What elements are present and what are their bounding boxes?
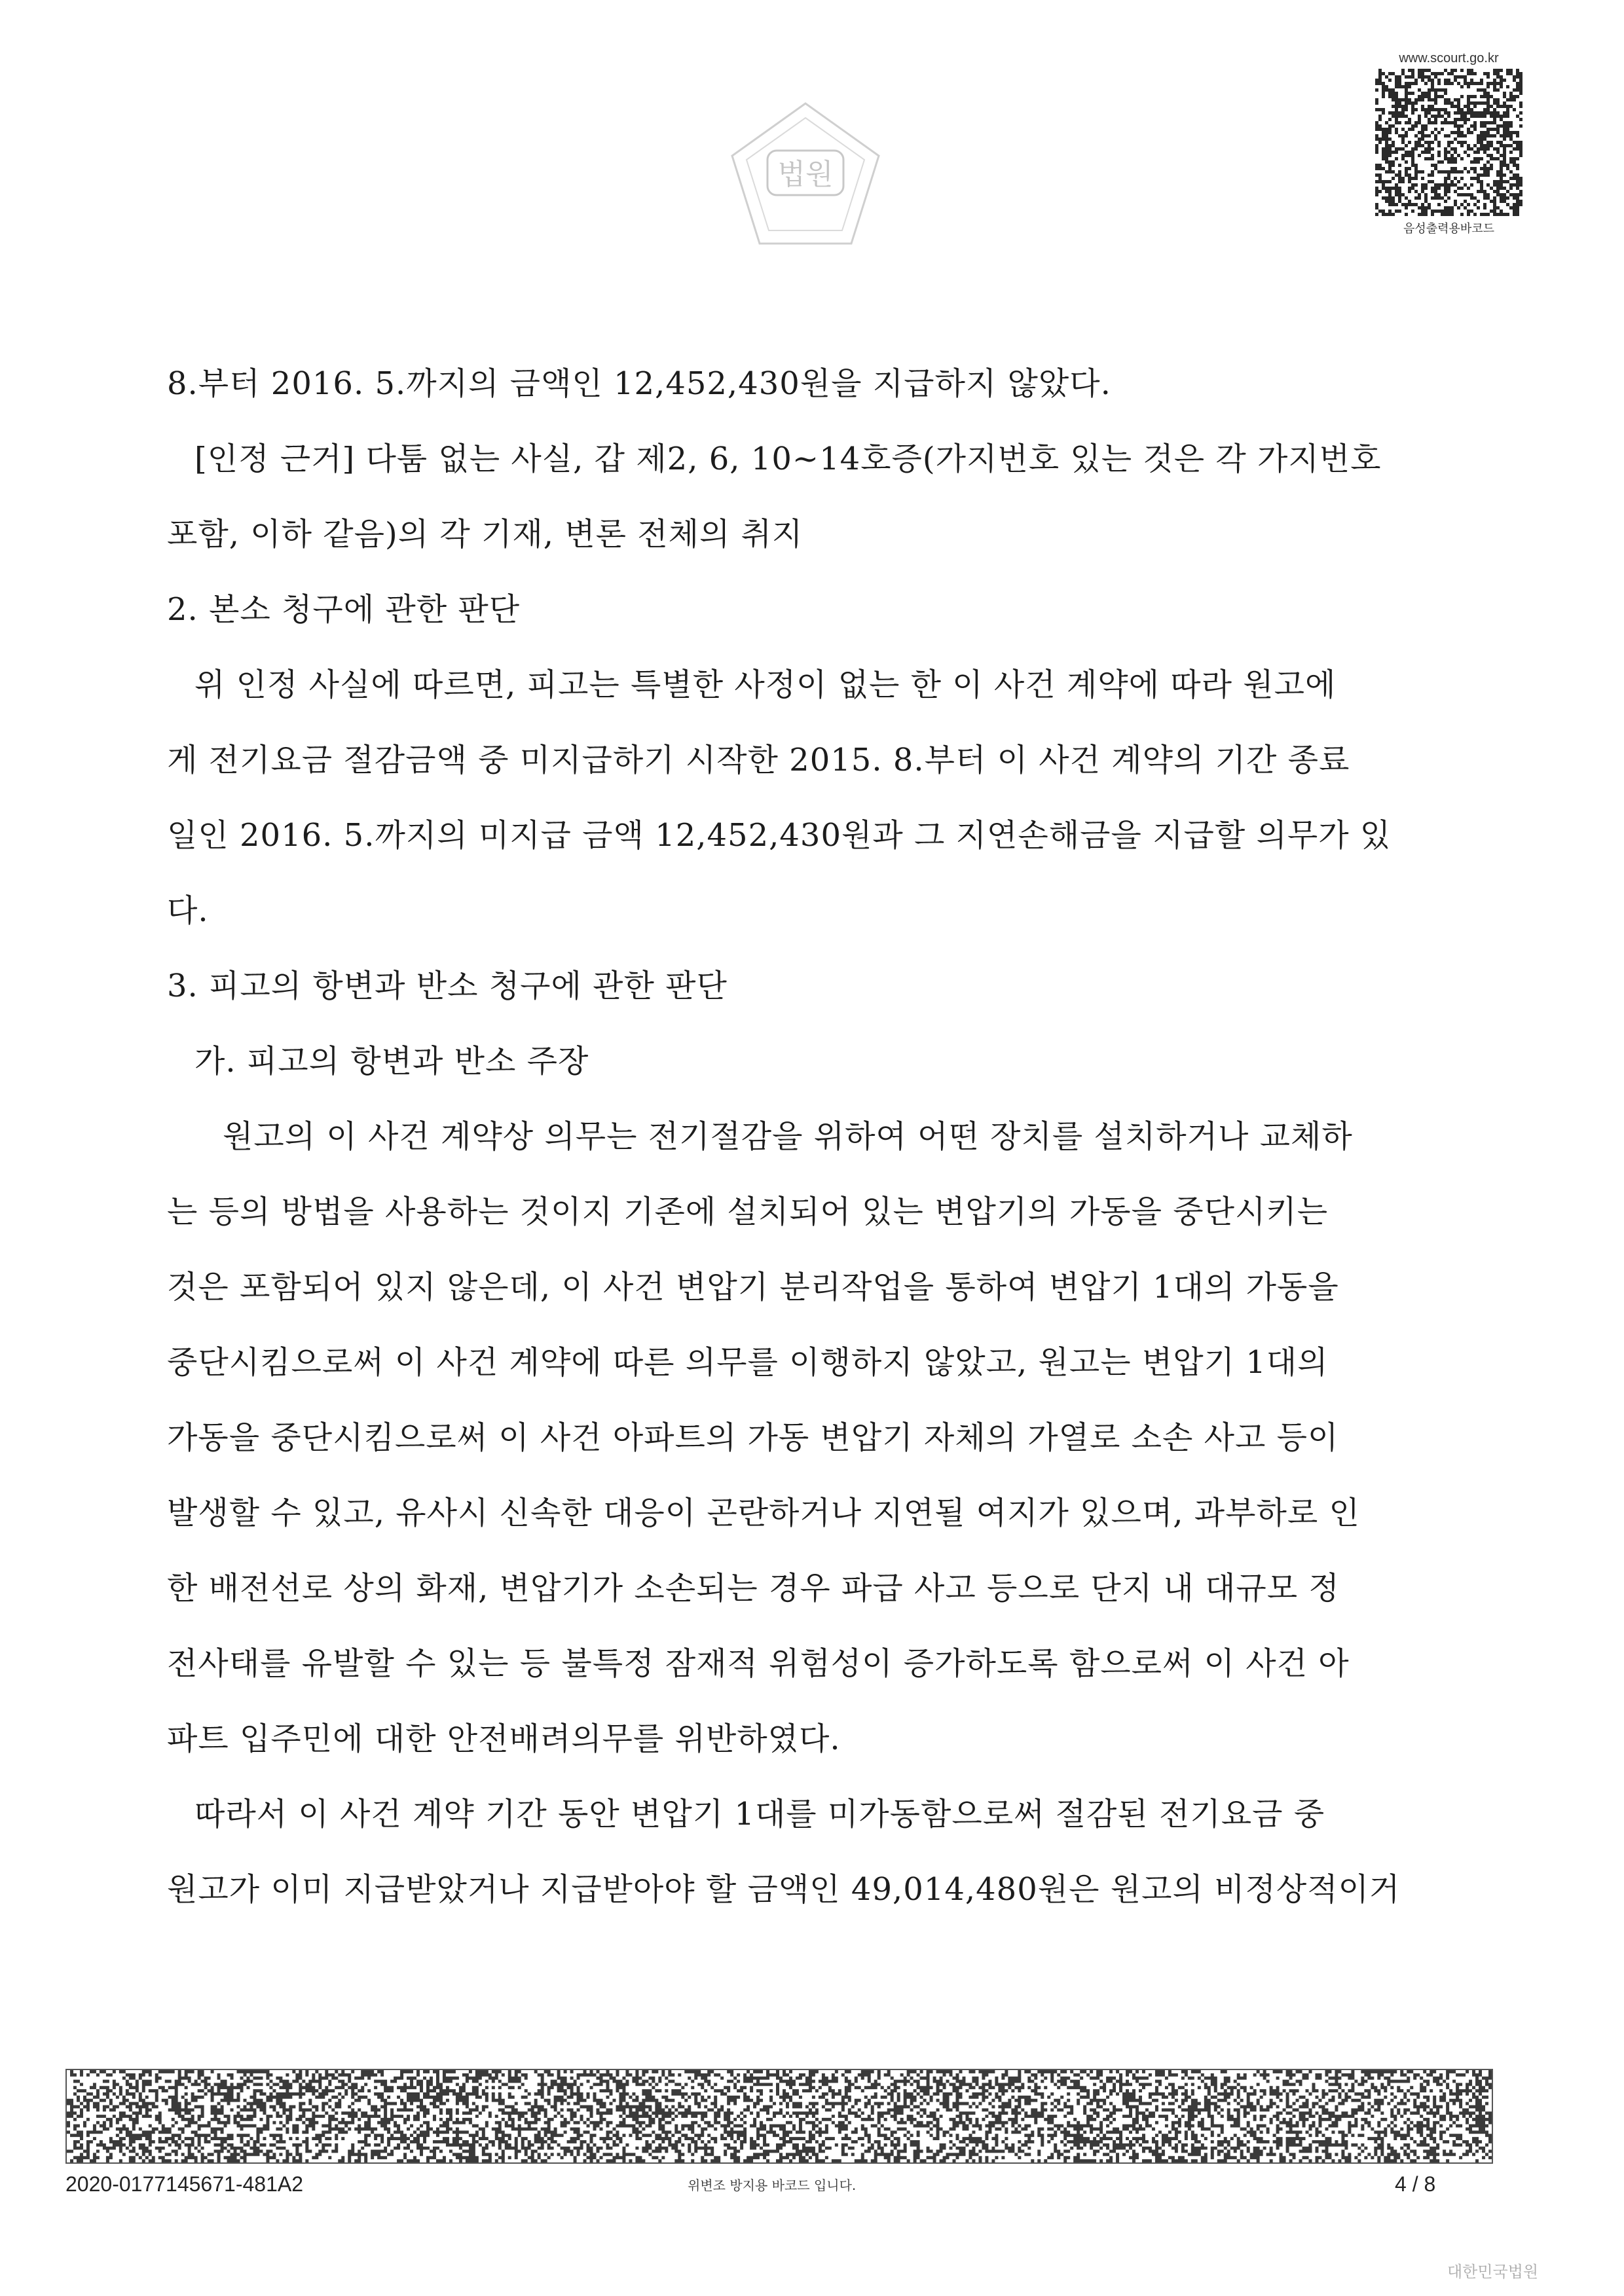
svg-text:법원: 법원 (777, 158, 834, 191)
court-name: 대한민국법원 (1447, 2263, 1539, 2281)
body-line: 한 배전선로 상의 화재, 변압기가 소손되는 경우 파급 사고 등으로 단지 내 대규모 정 (167, 1570, 1340, 1607)
body-line: 파트 입주민에 대한 안전배려의무를 위반하였다. (167, 1721, 841, 1757)
body-line: 따라서 이 사건 계약 기간 동안 변압기 1대를 미가동함으로써 절감된 전기요금 중 (194, 1796, 1325, 1832)
body-line: 중단시킴으로써 이 사건 계약에 따른 의무를 이행하지 않았고, 원고는 변압기 1대의 (167, 1344, 1329, 1381)
body-line: 는 등의 방법을 사용하는 것이지 기존에 설치되어 있는 변압기의 가동을 중단시키는 (167, 1194, 1329, 1230)
body-line: 가동을 중단시킴으로써 이 사건 아파트의 가동 변압기 자체의 가열로 소손 사고 등이 (167, 1419, 1339, 1456)
subsection-heading: 가. 피고의 항변과 반소 주장 (194, 1043, 589, 1080)
body-line: 원고의 이 사건 계약상 의무는 전기절감을 위하여 어떤 장치를 설치하거나 교체하 (223, 1118, 1353, 1155)
barcode-note: 위변조 방지용 바코드 입니다. (688, 2178, 857, 2193)
body-line: [인정 근거] 다툼 없는 사실, 갑 제2, 6, 10~14호증(가지번호 있는 것은 각 가지번호 (194, 441, 1382, 477)
body-line: 발생할 수 있고, 유사시 신속한 대응이 곤란하거나 지연될 여지가 있으며, 과부하로 인 (167, 1495, 1360, 1531)
body-line: 일인 2016. 5.까지의 미지급 금액 12,452,430원과 그 지연손해금을 지급할 의무가 있 (167, 817, 1392, 854)
court-emblem-logo (727, 98, 884, 249)
body-line: 전사태를 유발할 수 있는 등 불특정 잠재적 위험성이 증가하도록 함으로써 이 사건 아 (167, 1645, 1350, 1682)
document-id: 2020-0177145671-481A2 (65, 2172, 303, 2196)
qr-code (1375, 69, 1522, 216)
body-line: 8.부터 2016. 5.까지의 금액인 12,452,430원을 지급하지 않았다. (167, 365, 1111, 402)
section-heading: 2. 본소 청구에 관한 판단 (167, 591, 521, 628)
body-line: 것은 포함되어 있지 않은데, 이 사건 변압기 분리작업을 통하여 변압기 1대의 가동을 (167, 1269, 1339, 1305)
body-line: 원고가 이미 지급받았거나 지급받아야 할 금액인 49,014,480원은 원고의 비정상적이거 (167, 1871, 1401, 1908)
qr-url: www.scourt.go.kr (1399, 51, 1499, 65)
body-line: 게 전기요금 절감금액 중 미지급하기 시작한 2015. 8.부터 이 사건 계약의 기간 종료 (167, 742, 1350, 778)
page-number: 4 / 8 (1395, 2172, 1436, 2196)
section-heading: 3. 피고의 항변과 반소 청구에 관한 판단 (167, 968, 728, 1004)
anti-forgery-barcode (65, 2069, 1493, 2164)
body-line: 위 인정 사실에 따르면, 피고는 특별한 사정이 없는 한 이 사건 계약에 따라 원고에 (194, 666, 1337, 703)
body-line: 다. (167, 892, 209, 929)
body-line: 포함, 이하 같음)의 각 기재, 변론 전체의 취지 (167, 516, 803, 553)
qr-caption: 음성출력용바코드 (1403, 222, 1495, 236)
